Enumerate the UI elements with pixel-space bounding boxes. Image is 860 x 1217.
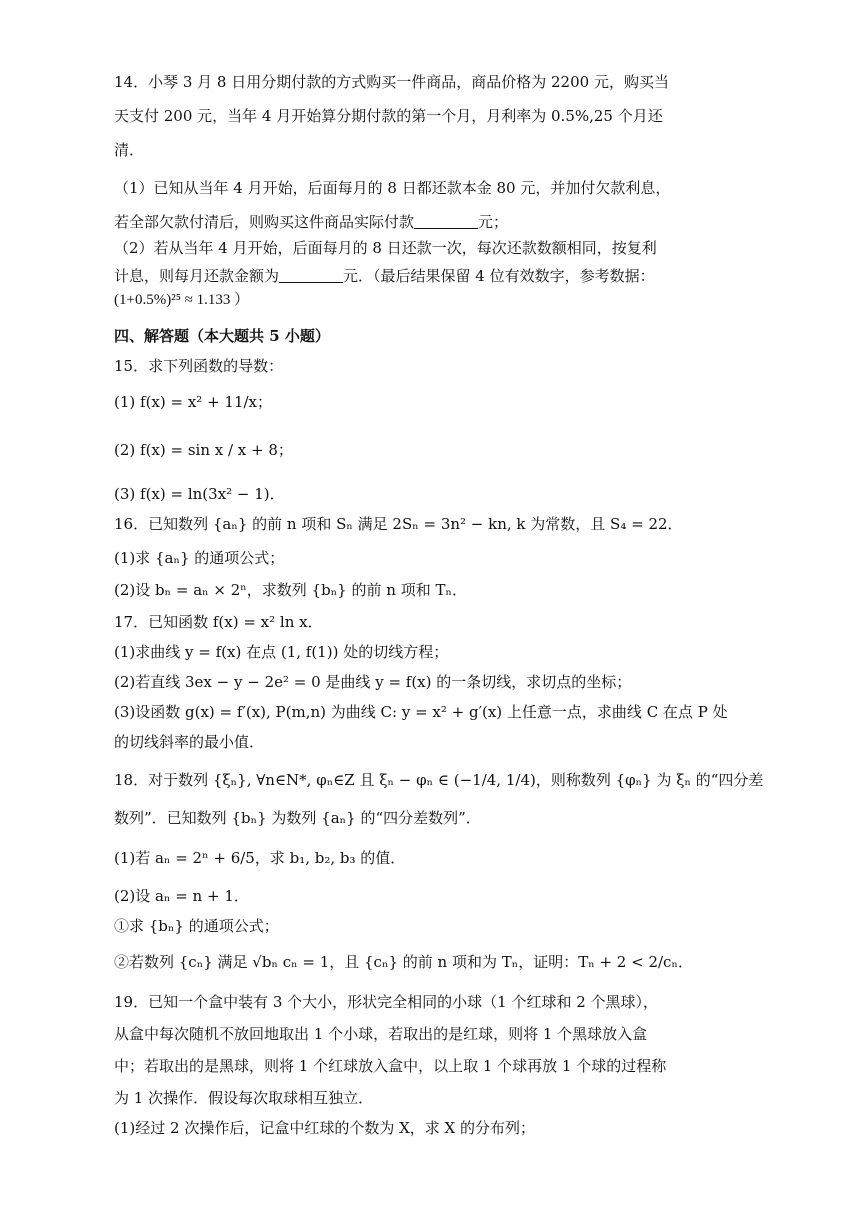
q18-stem-cont: 数列”．已知数列 {bₙ} 为数列 {aₙ} 的“四分差数列”． [114, 809, 481, 827]
q19-line-1: 19．已知一个盒中装有 3 个大小，形状完全相同的小球（1 个红球和 2 个黑球）， [114, 993, 659, 1011]
q14-line-2: 天支付 200 元，当年 4 月开始算分期付款的第一个月，月利率为 0.5%,25 个月还 [114, 107, 663, 125]
q14-line-4: （1）已知从当年 4 月开始，后面每月的 8 日都还款本金 80 元，并加付欠款利息， [114, 179, 671, 197]
q17-part-3: (3)设函数 g(x) = f′(x), P(m,n) 为曲线 C: y = x² + g′(x) 上任意一点，求曲线 C 在点 P 处 [114, 703, 728, 721]
q14-line-7-tail: 元．（最后结果保留 4 位有效数字，参考数据： [343, 267, 655, 285]
q14-line-5-tail: 元； [478, 213, 509, 231]
section-heading: 四、解答题（本大题共 5 小题） [114, 327, 330, 345]
q19-line-3: 中；若取出的是黑球，则将 1 个红球放入盒中，以上取 1 个球再放 1 个球的过程称 [114, 1057, 667, 1075]
q19-line-4: 为 1 次操作．假设每次取球相互独立． [114, 1089, 374, 1107]
q14-line-7-text: 计息，则每月还款金额为 [114, 267, 280, 285]
q16-stem: 16．已知数列 {aₙ} 的前 n 项和 Sₙ 满足 2Sₙ = 3n² − kn, k 为常数，且 S₄ = 22． [114, 515, 683, 533]
q19-line-2: 从盒中每次随机不放回地取出 1 个小球，若取出的是红球，则将 1 个黑球放入盒 [114, 1025, 648, 1043]
q18-stem: 18．对于数列 {ξₙ}, ∀n∈N*, φₙ∈Z 且 ξₙ − φₙ ∈ (−1/4, 1/4)，则称数列 {φₙ} 为 ξₙ 的“四分差 [114, 771, 764, 789]
q15-stem: 15．求下列函数的导数： [114, 357, 284, 375]
q19-part-1: (1)经过 2 次操作后，记盒中红球的个数为 X，求 X 的分布列； [114, 1119, 535, 1137]
q14-line-7 [114, 266, 655, 286]
q15-part-2: (2) f(x) = sin x / x + 8； [114, 441, 293, 459]
q17-stem: 17．已知函数 f(x) = x² ln x． [114, 613, 323, 631]
q18-part-2b: ②若数列 {cₙ} 满足 √bₙ cₙ = 1，且 {cₙ} 的前 n 项和为 Tₙ，证明：Tₙ + 2 < 2/cₙ． [114, 953, 693, 971]
q14-line-6: （2）若从当年 4 月开始，后面每月的 8 日还款一次，每次还款数额相同，按复利 [114, 239, 657, 257]
q17-part-3-cont: 的切线斜率的最小值． [114, 733, 265, 751]
q14-reference-data: (1+0.5%)²⁵ ≈ 1.133 ） [114, 292, 250, 308]
answer-blank-1[interactable] [414, 212, 478, 229]
q14-line-5 [114, 212, 508, 232]
q18-part-2: (2)设 aₙ = n + 1． [114, 887, 249, 905]
q18-part-2a: ①求 {bₙ} 的通项公式； [114, 917, 279, 935]
q15-part-1: (1) f(x) = x² + 11/x； [114, 393, 273, 411]
answer-blank-2[interactable] [279, 266, 343, 283]
q14-line-3: 清． [114, 141, 145, 159]
q15-part-3: (3) f(x) = ln(3x² − 1)． [114, 485, 285, 503]
q14-line-1: 14．小琴 3 月 8 日用分期付款的方式购买一件商品，商品价格为 2200 元，购买当 [114, 73, 669, 91]
q14-line-5-text: 若全部欠款付清后，则购买这件商品实际付款 [114, 213, 415, 231]
q17-part-2: (2)若直线 3ex − y − 2e² = 0 是曲线 y = f(x) 的一条切线，求切点的坐标； [114, 673, 632, 691]
q16-part-2: (2)设 bₙ = aₙ × 2ⁿ，求数列 {bₙ} 的前 n 项和 Tₙ． [114, 581, 467, 599]
q16-part-1: (1)求 {aₙ} 的通项公式； [114, 549, 285, 567]
q18-part-1: (1)若 aₙ = 2ⁿ + 6/5，求 b₁, b₂, b₃ 的值． [114, 849, 406, 867]
q17-part-1: (1)求曲线 y = f(x) 在点 (1, f(1)) 处的切线方程； [114, 643, 449, 661]
